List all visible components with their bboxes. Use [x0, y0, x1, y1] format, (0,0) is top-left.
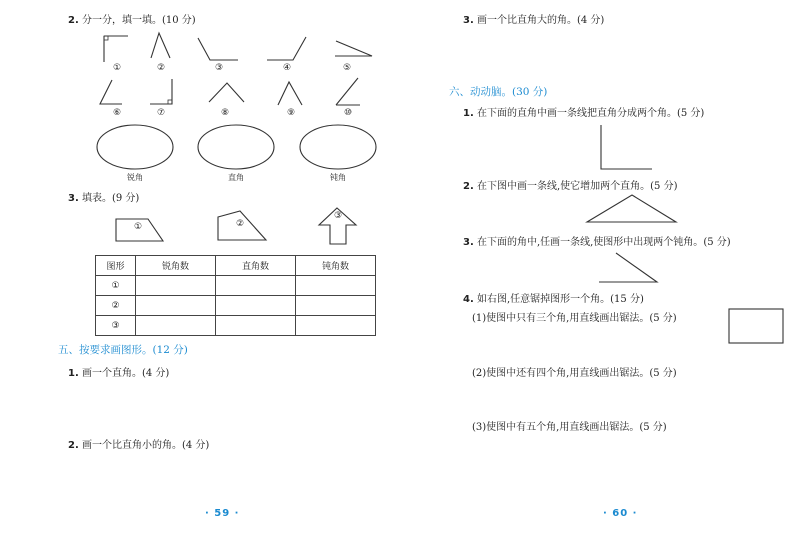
figure-number: ⑩ [343, 108, 353, 118]
shape-label: ② [235, 219, 245, 229]
table-header: 直角数 [216, 256, 296, 276]
right-angle-figure [601, 125, 652, 169]
page-number-left: · 59 · [205, 508, 240, 519]
question-2: 2. 分一分，填一填。(10 分) [68, 15, 196, 26]
figure-number: ⑧ [220, 108, 230, 118]
angle-figure [599, 253, 657, 282]
figure-number: ④ [282, 63, 292, 73]
figure-number: ① [112, 63, 122, 73]
question-6-4-3: (3)使图中有五个角,用直线画出锯法。(5 分) [472, 422, 667, 433]
figure-number: ⑦ [156, 108, 166, 118]
figure-number: ③ [214, 63, 224, 73]
question-6-4-1: (1)使图中只有三个角,用直线画出锯法。(5 分) [472, 313, 677, 324]
shape-label: ③ [333, 211, 343, 221]
table-row-label: ② [96, 296, 136, 316]
table-header: 图形 [96, 256, 136, 276]
table-header: 锐角数 [136, 256, 216, 276]
table-header: 钝角数 [296, 256, 376, 276]
section-6-title: 六、动动脑。(30 分) [449, 86, 548, 98]
table-row-label: ① [96, 276, 136, 296]
question-3: 3. 填表。(9 分) [68, 193, 140, 204]
question-5-1: 1. 画一个直角。(4 分) [68, 368, 170, 379]
question-6-1: 1. 在下面的直角中画一条线把直角分成两个角。(5 分) [463, 108, 705, 119]
figure-number: ⑤ [342, 63, 352, 73]
section-5-title: 五、按要求画图形。(12 分) [58, 344, 188, 356]
question-6-4: 4. 如右图,任意锯掉图形一个角。(15 分) [463, 294, 644, 305]
figure-number: ⑥ [112, 108, 122, 118]
oval-label-acute: 锐角 [127, 173, 143, 182]
oval-label-obtuse: 钝角 [330, 173, 346, 182]
question-6-2: 2. 在下图中画一条线,使它增加两个直角。(5 分) [463, 181, 678, 192]
shape-label: ① [133, 222, 143, 232]
question-5-3: 3. 画一个比直角大的角。(4 分) [463, 15, 605, 26]
question-6-3: 3. 在下面的角中,任画一条线,使图形中出现两个钝角。(5 分) [463, 237, 731, 248]
oval-label-right: 直角 [228, 173, 244, 182]
question-5-2: 2. 画一个比直角小的角。(4 分) [68, 440, 210, 451]
page-number-right: · 60 · [603, 508, 638, 519]
triangle-figure [587, 195, 676, 222]
figure-number: ⑨ [286, 108, 296, 118]
question-6-4-2: (2)使图中还有四个角,用直线画出锯法。(5 分) [472, 368, 677, 379]
table-row-label: ③ [96, 316, 136, 336]
rectangle-figure [729, 309, 783, 343]
figure-number: ② [156, 63, 166, 73]
